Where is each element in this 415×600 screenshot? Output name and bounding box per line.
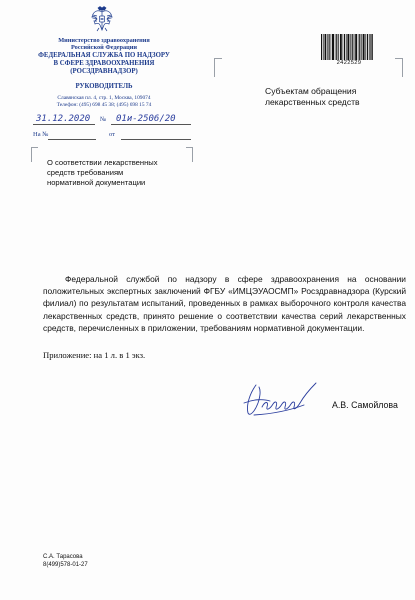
registration-number: 01и-2506/20 bbox=[116, 114, 176, 124]
reference-line bbox=[48, 139, 96, 140]
from-line bbox=[121, 139, 191, 140]
signer-name: А.В. Самойлова bbox=[332, 400, 398, 410]
handwritten-signature bbox=[240, 377, 320, 421]
number-label: № bbox=[100, 116, 107, 123]
barcode-number: 2422529 bbox=[336, 60, 362, 66]
barcode bbox=[321, 34, 373, 60]
coat-of-arms-icon bbox=[91, 6, 113, 32]
address-corner-left bbox=[214, 58, 222, 77]
number-line bbox=[111, 124, 191, 125]
registration-date: 31.12.2020 bbox=[36, 114, 91, 124]
registration-row bbox=[23, 114, 193, 128]
subject-corner-left bbox=[31, 147, 38, 162]
addressee: Субъектам обращения лекарственных средств bbox=[265, 86, 360, 107]
ministry-name: Министерство здравоохранения Российской Федерации bbox=[58, 37, 150, 52]
executor-name: С.А. Тарасова bbox=[43, 554, 83, 560]
reference-label: На № bbox=[33, 131, 49, 138]
agency-name: ФЕДЕРАЛЬНАЯ СЛУЖБА ПО НАДЗОРУ В СФЕРЕ ЗДРАВООХРАНЕНИЯ (РОСЗДРАВНАДЗОР) bbox=[38, 52, 170, 75]
reference-row bbox=[23, 131, 193, 141]
executor-phone: 8(499)578-01-27 bbox=[43, 562, 88, 568]
agency-address: Славянская пл. 4, стр. 1, Москва, 109074 Телефон: (495) 698 45 38; (495) 698 15 74 bbox=[56, 95, 152, 108]
attachment-note: Приложение: на 1 л. в 1 экз. bbox=[43, 350, 146, 360]
subject-corner-right bbox=[186, 147, 193, 162]
date-line bbox=[33, 124, 95, 125]
head-title: РУКОВОДИТЕЛЬ bbox=[75, 83, 133, 91]
letter-body: Федеральной службой по надзору в сфере здравоохранения на основании положительных экспертных заключений ФГБУ «ИМЦЭУАОСМП» Росздравнадзора (Курский филиал) по результатам испытаний, проведенных в рамках выборочного контроля качества лекарственных средств, принято решение о соответствии качества серий лекарственных средств, перечисленных в приложении, требованиям нормативной документации. bbox=[43, 274, 406, 333]
letter-subject: О соответствии лекарственных средств требованиям нормативной документации bbox=[47, 158, 158, 187]
from-label: от bbox=[109, 131, 116, 138]
letterhead bbox=[22, 37, 186, 109]
address-corner-right bbox=[395, 58, 403, 77]
executor-info bbox=[43, 553, 88, 569]
